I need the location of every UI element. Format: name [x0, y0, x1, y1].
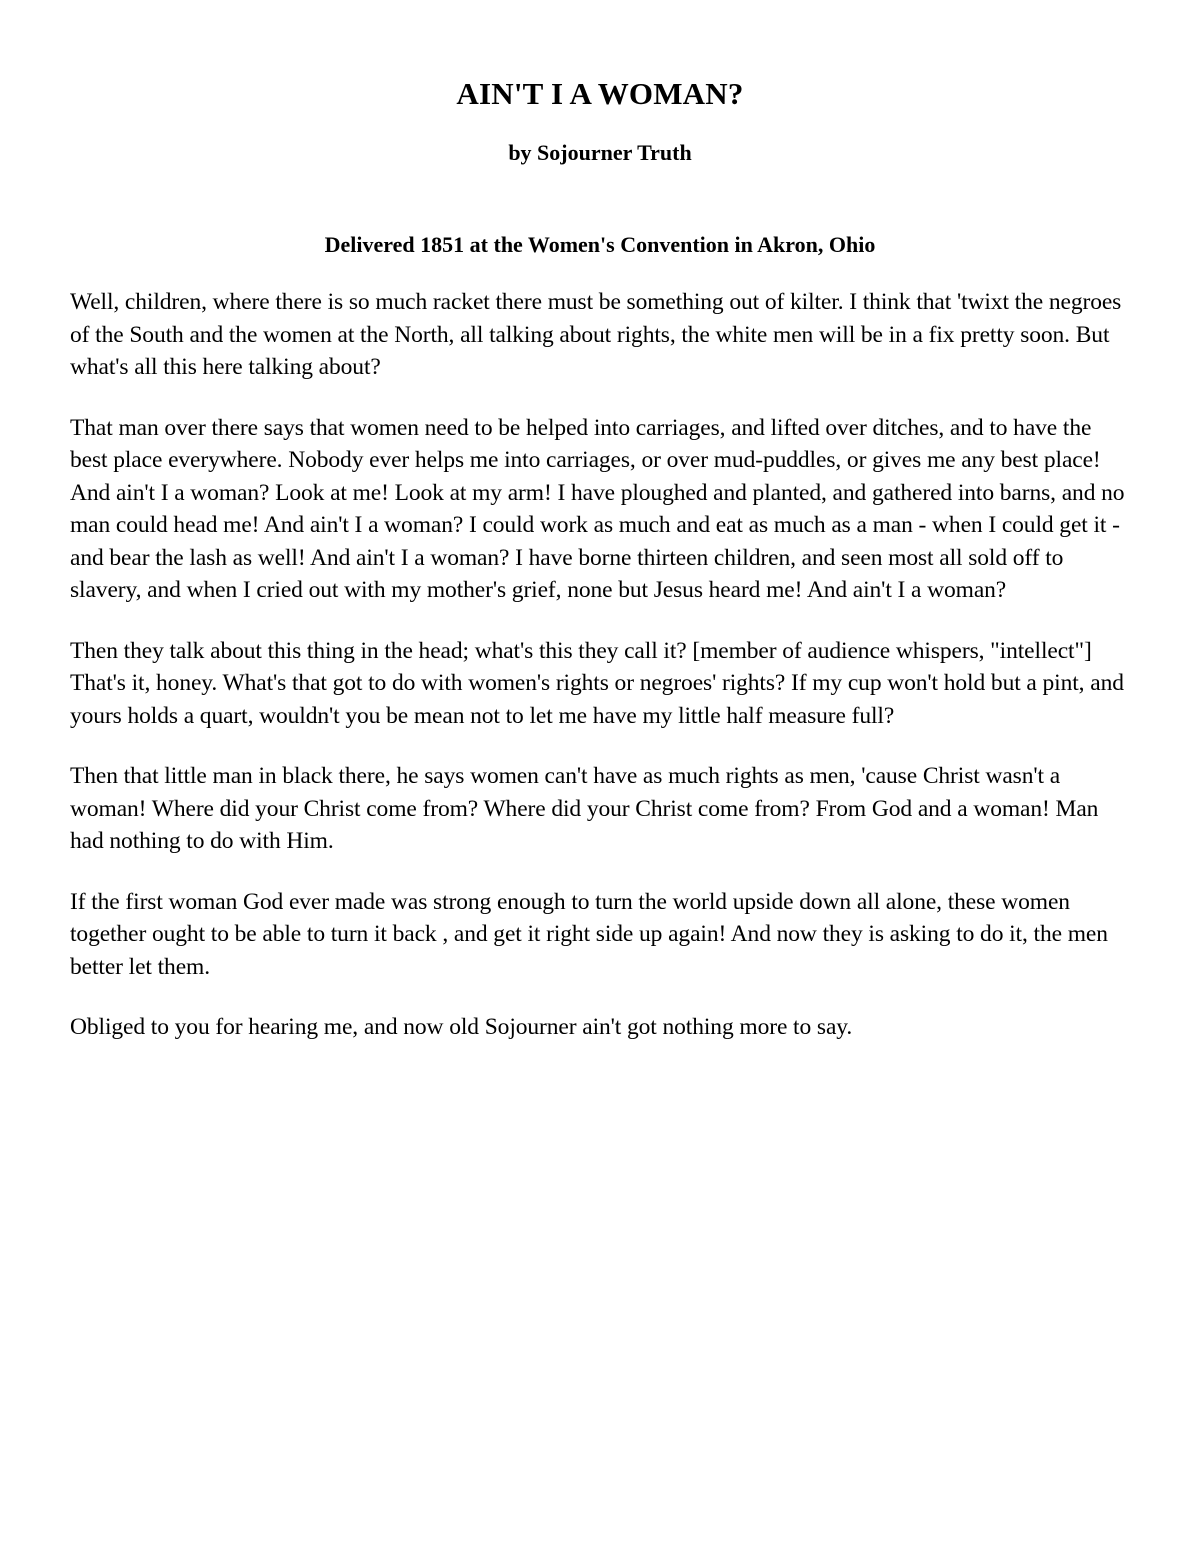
- paragraph-2: That man over there says that women need to be helped into carriages, and lifted over ditches, and to have the best place everywhere. Nobody ever helps me into carriages, or over mud-puddles, or gives me any best place! And ain't I a woman? Look at me! Look at my arm! I have ploughed and planted, and gathered into barns, and no man could head me! And ain't I a woman? I could work as much and eat as much as a man - when I could get it - and bear the lash as well! And ain't I a woman? I have borne thirteen children, and seen most all sold off to slavery, and when I cried out with my mother's grief, none but Jesus heard me! And ain't I a woman?: [70, 414, 1125, 603]
- document-title: AIN'T I A WOMAN?: [456, 76, 744, 111]
- paragraph-4: Then that little man in black there, he says women can't have as much rights as men, 'cause Christ wasn't a woman! Where did your Christ come from? Where did your Christ come from? From God and a woman! Man had nothing to do with Him.: [70, 763, 1099, 854]
- paragraph-6: Obliged to you for hearing me, and now old Sojourner ain't got nothing more to say.: [70, 1014, 853, 1040]
- speech-body: [70, 286, 1130, 1044]
- paragraph-1: Well, children, where there is so much racket there must be something out of kilter. I think that 'twixt the negroes of the South and the women at the North, all talking about rights, the white men will be in a fix pretty soon. But what's all this here talking about?: [70, 289, 1122, 380]
- document-page: [70, 74, 1130, 1072]
- author-byline: by Sojourner Truth: [508, 140, 692, 165]
- paragraph-3: Then they talk about this thing in the head; what's this they call it? [member of audience whispers, "intellect"] That's it, honey. What's that got to do with women's rights or negroes' rights? If my cup won't hold but a pint, and yours holds a quart, wouldn't you be mean not to let me have my little half measure full?: [70, 637, 1124, 729]
- document-subtitle: Delivered 1851 at the Women's Convention in Akron, Ohio: [324, 232, 876, 257]
- paragraph-5: If the first woman God ever made was strong enough to turn the world upside down all alone, these women together ought to be able to turn it back , and get it right side up again! And now they is asking to do it, the men better let them.: [70, 888, 1108, 980]
